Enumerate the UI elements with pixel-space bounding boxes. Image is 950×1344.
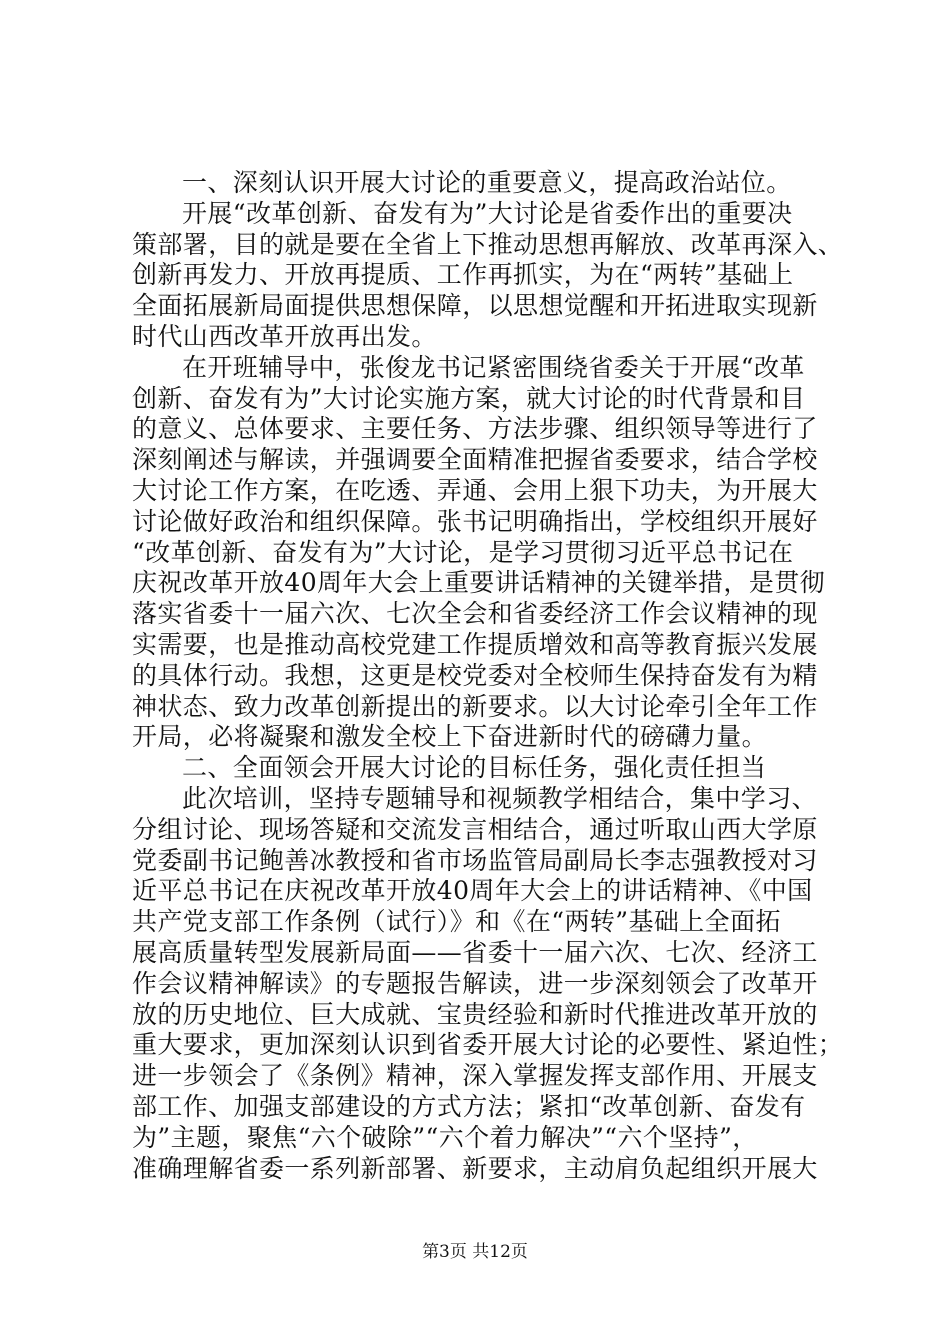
page-number-footer: 第3页 共12页: [422, 1242, 528, 1262]
paragraph-line: 为”主题，聚焦“六个破除”“六个着力解决”“六个坚持”，: [132, 1122, 758, 1152]
paragraph-line: 展高质量转型发展新局面——省委十一届六次、七次、经济工: [132, 937, 818, 967]
paragraph-line: 神状态、致力改革创新提出的新要求。以大讨论牵引全年工作: [132, 691, 818, 721]
paragraph-line: 进一步领会了《条例》精神，深入掌握发挥支部作用、开展支: [132, 1061, 818, 1091]
paragraph-line: 开展“改革创新、奋发有为”大讨论是省委作出的重要决: [182, 198, 793, 228]
paragraph-line: 开局，必将凝聚和激发全校上下奋进新时代的磅礴力量。: [132, 722, 768, 752]
paragraph-line: 在开班辅导中，张俊龙书记紧密围绕省委关于开展“改革: [182, 352, 805, 382]
paragraph-line: 重大要求，更加深刻认识到省委开展大讨论的必要性、紧迫性；: [132, 1030, 844, 1060]
paragraph-line: 党委副书记鲍善冰教授和省市场监管局副局长李志强教授对习: [132, 845, 818, 875]
paragraph-line: 作会议精神解读》的专题报告解读，进一步深刻领会了改革开: [132, 968, 818, 998]
paragraph-line: 部工作、加强支部建设的方式方法；紧扣“改革创新、奋发有: [132, 1091, 806, 1121]
paragraph-line: 全面拓展新局面提供思想保障，以思想觉醒和开拓进取实现新: [132, 291, 818, 321]
paragraph-line: 落实省委十一届六次、七次全会和省委经济工作会议精神的现: [132, 599, 818, 629]
paragraph-line: 此次培训，坚持专题辅导和视频教学相结合，集中学习、: [182, 783, 818, 813]
paragraph-line: 的具体行动。我想，这更是校党委对全校师生保持奋发有为精: [132, 660, 818, 690]
document-body: [132, 168, 844, 1184]
paragraph-line: 讨论做好政治和组织保障。张书记明确指出，学校组织开展好: [132, 506, 818, 536]
paragraph-line: 准确理解省委一系列新部署、新要求，主动肩负起组织开展大: [132, 1153, 818, 1183]
paragraph-line: 共产党支部工作条例（试行）》和《在“两转”基础上全面拓: [132, 907, 781, 937]
paragraph-line: 实需要，也是推动高校党建工作提质增效和高等教育振兴发展: [132, 629, 818, 659]
paragraph-line: 近平总书记在庆祝改革开放40周年大会上的讲话精神、《中国: [132, 876, 813, 906]
section-heading: 二、全面领会开展大讨论的目标任务，强化责任担当: [182, 753, 767, 783]
paragraph-line: 深刻阐述与解读，并强调要全面精准把握省委要求，结合学校: [132, 445, 818, 475]
paragraph-line: 放的历史地位、巨大成就、宝贵经验和新时代推进改革开放的: [132, 999, 818, 1029]
paragraph-line: 庆祝改革开放40周年大会上重要讲话精神的关键举措，是贯彻: [132, 568, 826, 598]
paragraph-line: 创新再发力、开放再提质、工作再抓实，为在“两转”基础上: [132, 260, 794, 290]
section-heading: 一、深刻认识开展大讨论的重要意义，提高政治站位。: [182, 168, 792, 197]
paragraph-line: “改革创新、奋发有为”大讨论，是学习贯彻习近平总书记在: [132, 537, 794, 567]
paragraph-line: 时代山西改革开放再出发。: [132, 321, 437, 351]
paragraph-line: 大讨论工作方案，在吃透、弄通、会用上狠下功夫，为开展大: [132, 475, 818, 505]
paragraph-line: 分组讨论、现场答疑和交流发言相结合，通过听取山西大学原: [132, 814, 818, 844]
paragraph-line: 的意义、总体要求、主要任务、方法步骤、组织领导等进行了: [132, 414, 818, 444]
paragraph-line: 创新、奋发有为”大讨论实施方案，就大讨论的时代背景和目: [132, 383, 806, 413]
paragraph-line: 策部署，目的就是要在全省上下推动思想再解放、改革再深入、: [132, 229, 844, 259]
